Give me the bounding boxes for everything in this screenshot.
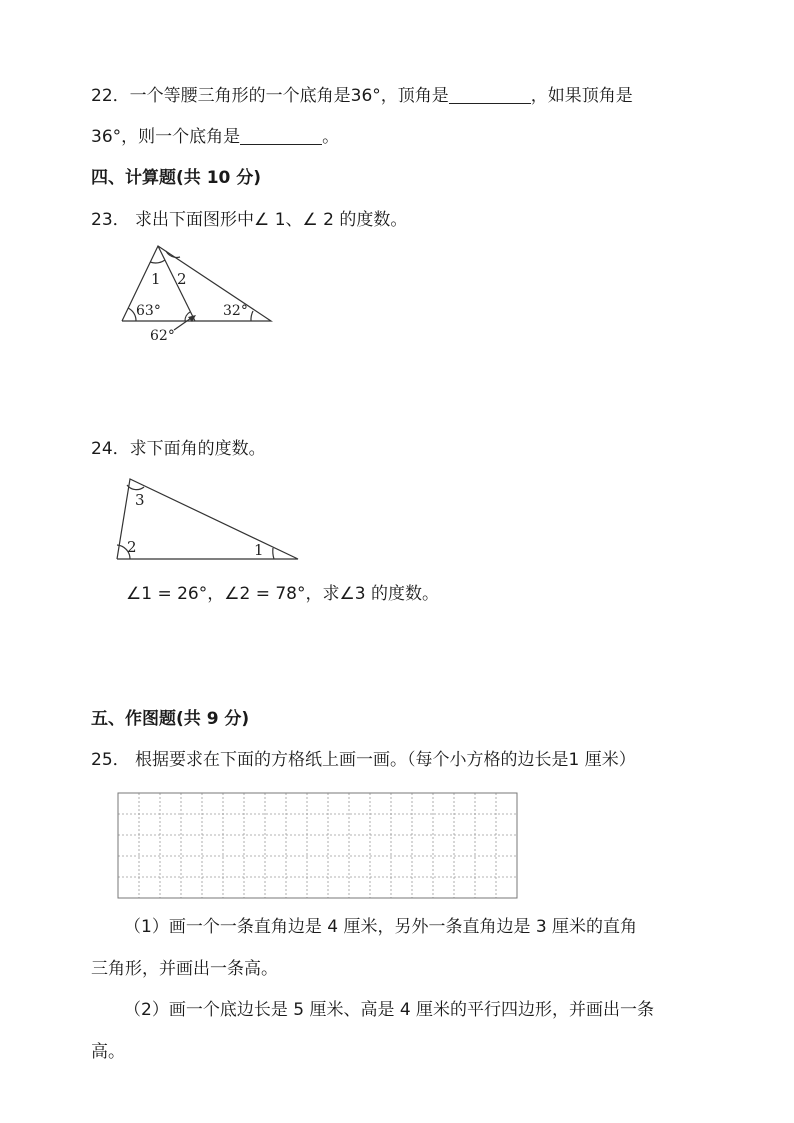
- q25-part2-line2: 高。: [91, 1042, 125, 1062]
- q25-part1-line1: （1）画一个一条直角边是 4 厘米，另外一条直角边是 3 厘米的直角: [124, 917, 638, 937]
- q23-label-2: 2: [177, 270, 187, 288]
- q24-given: ∠1 = 26°，∠2 = 78°，求∠3 的度数。: [126, 584, 439, 604]
- q24-arc-3: [127, 485, 144, 490]
- q23-arc-1: [150, 260, 165, 263]
- q22-text-c: 36°，则一个底角是: [91, 127, 241, 147]
- q24-line: [91, 437, 266, 461]
- q24-text: 求下面角的度数。: [129, 439, 266, 459]
- q22-text-d: 。: [322, 127, 340, 147]
- q23-triangle-figure: [110, 236, 280, 348]
- q22-text-a: 一个等腰三角形的一个底角是36°，顶角是: [129, 86, 449, 106]
- q22-text-b: ，如果顶角是: [530, 86, 633, 106]
- grid-paper[interactable]: [117, 792, 521, 900]
- section4-title: 四、计算题(共 10 分): [91, 168, 262, 188]
- q25-part2-line1: （2）画一个底边长是 5 厘米、高是 4 厘米的平行四边形，并画出一条: [124, 1000, 655, 1020]
- q22-line1: [91, 84, 633, 108]
- q25-part1-line2: 三角形，并画出一条高。: [91, 959, 278, 979]
- q23-angle-32: 32°: [223, 303, 248, 319]
- q23-arc-right: [251, 311, 253, 321]
- q23-text: 求出下面图形中∠ 1、∠ 2 的度数。: [135, 210, 408, 230]
- q23-arc-left: [128, 308, 136, 321]
- q24-label-2: 2: [127, 538, 137, 556]
- q23-angle-62: 62°: [150, 328, 175, 344]
- q22-line2: [91, 125, 339, 149]
- q23-arc-2: [166, 251, 180, 257]
- q24-arc-1: [273, 548, 274, 559]
- q24-label-1: 1: [254, 541, 264, 559]
- q23-number: 23．: [91, 210, 130, 230]
- q22-number: 22．: [91, 86, 130, 106]
- q25-number: 25．: [91, 750, 130, 770]
- q22-blank-1[interactable]: [449, 85, 531, 104]
- section5-title: 五、作图题(共 9 分): [91, 709, 250, 729]
- q23-label-1: 1: [151, 270, 161, 288]
- q25-line: [91, 748, 636, 772]
- q24-number: 24．: [91, 439, 130, 459]
- grid-border: [118, 793, 517, 898]
- q23-angle-63: 63°: [136, 303, 161, 319]
- q22-blank-2[interactable]: [240, 126, 322, 145]
- q24-label-3: 3: [135, 491, 145, 509]
- q24-triangle-figure: [110, 473, 306, 565]
- q23-line: [91, 208, 407, 232]
- q25-text: 根据要求在下面的方格纸上画一画。（每个小方格的边长是1 厘米）: [135, 750, 636, 770]
